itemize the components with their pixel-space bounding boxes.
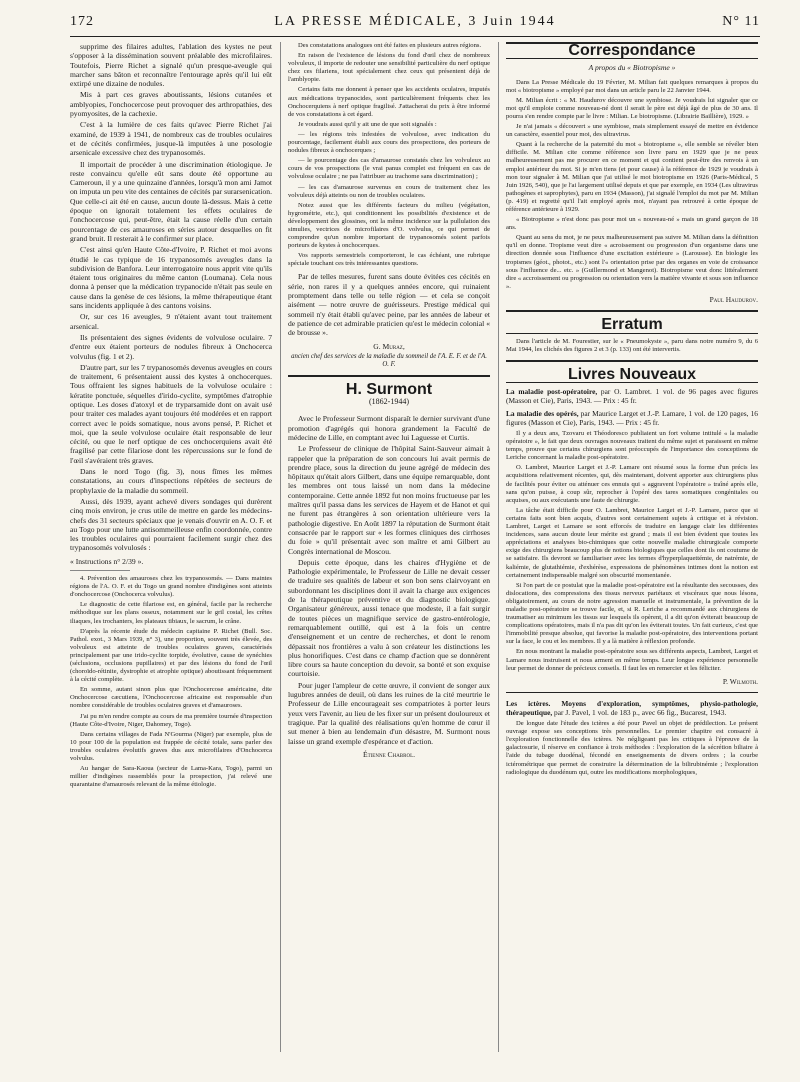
column-divider	[280, 42, 281, 1052]
note-paragraph: Je voudrais aussi qu'il y ait une de que soit signalés :	[298, 120, 437, 128]
section-rule	[288, 375, 490, 377]
paragraph: C'est à la lumière de ces faits qu'avec Pierre Richet j'ai examiné, de 1939 à 1941, de nombreux cas de troubles oculaires et de cécités confirmées, jusque-là imputées à une posologie arsenicale excessive chez des trypanosomés.	[70, 120, 272, 158]
paragraph: Mis à part ces graves aboutissants, lésions cutanées et amblyopies, l'onchocercose peut provoquer des arthropathies, des pyomyosites, de la cachexie.	[70, 90, 272, 119]
page-number: 172	[70, 14, 94, 29]
footnote-paragraph: Au hangar de Sara-Kaoua (secteur de Lama-Kara, Togo), parmi un millier d'indigènes rassemblés pour la prospection, j'ai relevé une quarantaine d'amaurosés relevant de la même étiologie.	[70, 765, 272, 789]
obituary-paragraph: Depuis cette époque, dans les chaires d'Hygiène et de Pathologie expérimentale, le Professeur de Lille ne devait cesser de traduire ses qualités de labeur et son bon sens clairvoyant en subordonnant les disciplines dont il avait la charge aux exigences de la thérapeutique préventive et du diagnostic biologique. Organisateur généreux, aussi tenace que modeste, il a fait surgir de toutes pièces un magnifique service de gastro-entérologie, remarquablement outillé, qui est à la fois un centre d'enseignement et un centre de recherches, et dont le renom dépassait nos frontières a valu à son créateur les distinctions les plus honorifiques. C'est dans ce champ d'action que se donnèrent libre cours sa haute conception du devoir, sa bonté et son exquise courtoisie.	[288, 557, 490, 679]
column-1	[70, 42, 272, 791]
note-paragraph: Certains faits me donnent à penser que les accidents oculaires, imputés aux médications trypanocides, sont particulièrement fréquents chez les Onchocerquiens à nerf optique fragilisé. J'attacherai du prix à être informé de vos constatations à cet égard.	[288, 86, 490, 118]
quote: « Instructions n° 2/39 ».	[70, 556, 144, 566]
note-rule	[70, 570, 130, 571]
paragraph: D'autre part, sur les 7 trypanosomés devenus aveugles en cours de traitement, 6 présentaient aussi des kystes à onchocerques. Tous offraient les signes habituels de la volvulose oculaire : kératite ponctuée, séquelles d'irido-cyclite, symptômes d'atrophie optique. Les doses d'atoxyl et de tryparsamide dont on avait usé pour traiter ces malades ayant toujours été modérées et en rapport correct avec le poids somatique, nous avons pensé, P. Richet et moi, que la seule volvulose oculaire était responsable de leur cécité, ou que le nerf optique de ces onchocerquiens avait été fragilisé par cette filariose dont les répercussions sur le fond de l'œil s'avéraient très graves.	[70, 362, 272, 465]
journal-title: LA PRESSE MÉDICALE, 3 Juin 1944	[274, 14, 556, 29]
correspondence-paragraph: Je n'ai jamais « découvert » une symbiose, mais simplement essayé de mettre en évidence un caractère, essentiel pour moi, des ultravirus.	[506, 123, 758, 139]
correspondence-paragraph: Quant au sens du mot, je ne peux malheureusement pas suivre M. Milian dans la définition qu'il en donne. Tropisme veut dire « acroissement ou progression d'un organisme dans une direction donnée sous l'influence d'une excitation extérieure » (Larousse). En biologie les tropismes (géot., photot., etc.) sont l'« orientation prise par des organes en voie de croissance sous l'influence de... etc. » (Guillermond et Mangenot). Biotropisme veut donc littéralement dire « accroissement ou progression ou orientation vers la matière vivante et sous son influence ».	[506, 234, 758, 290]
issue-number: N° 11	[722, 14, 760, 29]
book-entry: La maladie post-opératoire, par O. Lambret. 1 vol. de 96 pages avec figures (Masson et Cie), Paris, 1943. — Prix : 45 fr.	[506, 387, 758, 406]
paragraph: Aussi, dès 1939, ayant achevé divers sondages qui durèrent cinq mois environ, je crus utile de mettre en garde les médecins-chefs des 31 secteurs spéciaux que je venais d'ouvrir en A. O. F. et au Togo pour une lutte antisommeilleuse enfin coordonnée, contre les troubles oculaires qui pourraient facilement surgir chez des trypanosomés volvulosés :	[70, 496, 272, 553]
note-paragraph: En raison de l'existence de lésions du fond d'œil chez de nombreux volvuleux, il importe de redouter une sensibilité particulière du nerf optique chez ces filariens, tout spécialement chez ceux qui présentent déjà de l'amblyopie.	[288, 52, 490, 84]
paragraph: Par de telles mesures, furent sans doute évitées ces cécités en série, non rares il y a quelques années encore, qui ruinaient promptement dans telle ou telle région — et cela se conçoit aisément — notre œuvre de guérisseurs. Prestige médical qui sommeil n'y était établi qu'avec peine, par les années de labeur et de patience de cet admirable praticien qu'est le médecin colonial « de brousse ».	[288, 272, 490, 338]
signature: G. Muraz,	[373, 341, 405, 351]
note-paragraph: Notez aussi que les différents facteurs du milieu (végétation, hygrométrie, etc.), qui conditionnent les possibilités d'existence et de développement des glossines, ont la même incidence sur la pullulation des simulies, vectrices de microfilaires d'O. volvulus, ce qui permet de comprendre qu'un nombre important de trypanosomés soient parfois porteurs de kystes à onchocerques.	[288, 201, 490, 250]
paragraph: Ils présentaient des signes évidents de volvulose oculaire. 7 d'entre eux étaient porteurs de nodules fibreux à Onchocerca volvulus (fig. 1 et 2).	[70, 332, 272, 361]
note-paragraph: — les cas d'amaurose survenus en cours de traitement chez les volvuleux déjà atteints ou non de troubles oculaires.	[288, 183, 490, 199]
review-paragraph: O. Lambret, Maurice Larget et J.-P. Lamare ont résumé sous la forme d'un précis les acquisitions relativement récentes, qui, dès maintenant, doivent apporter aux chirurgiens plus de facilités pour éviter ou atténuer ces ennuis qui « aggravent l'opératoire » traîné après elle, sans qu'on puisse, à coup sûr, reprocher à l'opéré des tares somatiques congénitales ou acquises, ou aux exécutants une faute de chirurgie.	[506, 464, 758, 504]
note-paragraph: — les régions très infestées de volvulose, avec indication du pourcentage, facilement établi aux cours des prospections, des porteurs de nodules fibreux à onchocerques ;	[288, 130, 490, 155]
review-paragraph: La tâche était difficile pour O. Lambret, Maurice Larget et J.-P. Lamare, parce que si certains faits sont bien acquis, d'autres sont certainement sujets à critique et à révision. Lambret, Larget et Lamare se sont efforcés de traduire en langage clair les différentes incidences, sans aucun doute leur mérite est grand ; mais il est bien évident que toutes les appréciations et analyses bio-chimiques que cette nouvelle maladie chirurgicale comporte exige des chirurgiens beaucoup plus de notions biologiques que celles dont ils ont coutume de se satisfaire. Ils devront se familiariser avec les termes d'hyperplaquettémie, de natrémie, de kaliémie, de glutathiémie, d'exhérèse, expressions de phénomènes intimes dont la notion est certainement indispensable malgré son obscurité momentanée.	[506, 506, 758, 579]
column-3	[506, 42, 758, 779]
paragraph: Il importait de procéder à une discrimination étiologique. Je reste convaincu qu'elle eût sans doute été opportune au Cameroun, il y a une quinzaine d'années, lorsqu'à mon ami Jamot on imputa un peu vite des centaines de cécités par surarsenication. Que celle-ci ait été en cause, aucun doute là-dessus. Mais à cette époque on ignorait totalement les effets oculaires de l'onchocercose qui, peut-être, était la cause réelle d'un certain pourcentage de ces amauroses en séries autour desquelles on fit grand bruit. Il resterait à le confirmer sur place.	[70, 159, 272, 243]
correspondence-paragraph: M. Milian écrit : « M. Haudurov découvre une symbiose. Je voudrais lui signaler que ce mot qu'il emploie comme nouveau-né dont il serait le père est déjà âgé de plus de 30 ans. Il pourra s'en rendre compte par le livre : Milian. Le biotropisme. (Librairie Baillière), 1929. »	[506, 96, 758, 120]
correspondence-title: Correspondance	[568, 42, 696, 59]
correspondence-paragraph: Quant à la recherche de la paternité du mot « biotropisme », elle semble se révéler bien difficile. M. Milian cite comme référence son livre paru en 1929 que je ne peux malheureusement pas me procurer en ce moment et qui contient peut-être des renvois à un emploi antérieur du mot. Si je m'en tiens (et pour cause) à la référence de 1929 je voudrais à mon tour signaler à M. Milian que j'ai utilisé le mot biotropisme en 1926 (Paris-Médical, 5 Juin 1926, 540), que je l'ai largement utilisé depuis et que par exemple, en 1934 (Les ultravirus pathogènes et saprophytes), paru en 1934 (Masson), j'ai signalé l'emploi du mot par M. Milian (p. 419) et regretté qu'il l'ait employé après moi, n'ayant pas retrouvé à cette époque de référence antérieure à 1929.	[506, 141, 758, 213]
section-rule	[506, 310, 758, 312]
review-paragraph: Il y a deux ans, Tzovaru et Théodoresco publiaient un fort volume intitulé « la maladie opératoire », le fait que deux ouvrages nouveaux traitent du même sujet et paraissent en même temps, prouve que certains chirurgiens sont préoccupés de l'importance des conceptions de Leriche concernant la maladie post-opératoire.	[506, 430, 758, 462]
obituary-paragraph: Pour juger l'ampleur de cette œuvre, il convient de songer aux lugubres années de deuil, où dans les ruines de la cité meurtrie le Professeur de Lille encourageait ses compatriotes à porter leurs yeux vers l'avenir, au lieu de les fixer sur un présent douloureux et tragique. Par la qualité des réalisations qu'en homme de cœur il sut mener à bien au lendemain d'un désastre, M. Surmont nous laisse un grand exemple d'espérance et d'action.	[288, 680, 490, 746]
section-rule	[506, 360, 758, 362]
footnote-paragraph: D'après la récente étude du médecin capitaine P. Richet (Bull. Soc. Pathol. exot., 3 Mars 1939, n° 3), une proportion, souvent très élevée, des volvuleux est atteinte de troubles oculaires graves, caractérisés principalement par une irido-cyclite torpide, évolutive, cause de synéchies (séclusions, occlusions pupillaires) et par des lésions du fond de l'œil (choroïdo-rétinite, dystrophie et atrophie optique) aboutissant fréquemment à la cécité complète.	[70, 627, 272, 684]
section-rule	[506, 692, 758, 693]
footnote-paragraph: Dans certains villages de Fada N'Gourma (Niger) par exemple, plus de 10 pour 100 de la population est frappée de cécité totale, sans parler des troubles oculaires évolutifs graves dus aux microfilaires d'Onchocerca volvulus.	[70, 730, 272, 762]
erratum-title: Erratum	[601, 316, 663, 334]
note-paragraph: Vos rapports semestriels comporteront, le cas échéant, une rubrique spéciale touchant ces très intéressantes questions.	[288, 252, 490, 268]
footnote-paragraph: 4. Prévention des amauroses chez les trypanosomés. — Dans maintes régions de l'A. O. F. et du Togo un grand nombre d'indigènes sont atteints d'onchocercose (Onchocerca volvulus).	[70, 575, 272, 599]
paragraph: Or, sur ces 16 aveugles, 9 n'étaient avant tout traitement arsenical.	[70, 312, 272, 331]
obituary-title: H. Surmont	[345, 380, 433, 398]
erratum-text: Dans l'article de M. Fourestier, sur le « Pneumokyste », paru dans notre numéro 9, du 6 Mai 1944, les clichés des figures 2 et 3 (p. 133) ont été intervertis.	[506, 337, 758, 353]
book-entry: La maladie des opérés, par Maurice Larget et J.-P. Lamare, 1 vol. de 120 pages, 16 figures (Masson et Cie), Paris, 1943. — Prix : 45 fr.	[506, 409, 758, 428]
footnote-paragraph: Le diagnostic de cette filariose est, en général, facile par la recherche méthodique sur les plans osseux, notamment sur le gril costal, les crêtes iliaques, les trochanters, les plateaux tibiaux, le sacrum, le crâne.	[70, 601, 272, 625]
book-entry: Les ictères. Moyens d'exploration, symptômes, physio-pathologie, thérapeutique, par J. Pavel, 1 vol. de 183 p., avec 66 fig., Bucarest, 1943.	[506, 699, 758, 718]
obituary-signature: Étienne Chabrol.	[362, 749, 416, 759]
paragraph: supprime des filaires adultes, l'ablation des kystes ne peut s'opposer à la dissémination souvent préalable des microfilaires. Toutefois, Pierre Richet a signalé qu'un presque-aveugle qui marcher sans bâton et reconnaître l'entourage après qu'il lui eût extirpé une dizaine de nodules.	[70, 42, 272, 89]
review-paragraph: En nous montrant la maladie post-opératoire sous ses différents aspects, Lambret, Larget et Lamare nous instruisent et nous arment en même temps. Leur longue expérience personnelle leur permet de donner de précieux conseils. Il faut les en remercier et les féliciter.	[506, 648, 758, 672]
note-paragraph: Des constatations analogues ont été faites en plusieurs autres régions.	[298, 42, 482, 49]
obituary-paragraph: Avec le Professeur Surmont disparaît le dernier survivant d'une promotion d'agrégés qui honora grandement la Faculté de médecine de Lille, en comptant avec lui Laguesse et Curtis.	[288, 414, 490, 442]
books-title: Livres Nouveaux	[567, 365, 697, 383]
review-paragraph: Si l'on part de ce postulat que la maladie post-opératoire est la résultante des secousses, des dislocations, des compressions des tissus nerveux pariétaux et viscéraux que nous lésons, obligatoirement, au cours de notre agression manuelle et instrumentale, la prévention de la maladie post-opératoire se trouve facile, et, si R. Leriche a recommandé aux chirurgiens de traumatiser au minimum les tissus sur lesquels ils opèrent, il a dit qu'on éviterait beaucoup de complications opératoires, mais il n'a pas dit qu'on les éviterait toutes. Un fait curieux, c'est que l'immobilité presque absolue, qui favorise la maladie post-opératoire, des interventions portant sur la face, le cou et les membres. Il y a là matière à réflexion profonde.	[506, 581, 758, 646]
footnote-paragraph: J'ai pu m'en rendre compte au cours de ma première tournée d'inspection (Haute Côte-d'Ivoire, Niger, Dahomey, Togo).	[70, 712, 272, 728]
page-header	[70, 14, 760, 34]
obituary-paragraph: Le Professeur de clinique de l'hôpital Saint-Sauveur aimait à rappeler que la préparation de son concours lui avait permis de prendre place, sous la direction du jeune agrégé de médecin des hôpitaux qu'était alors Gilbert, dans une équipe remarquable, dont les membres ont tous laissé un nom dans la médecine contemporaine. Cette année 1892 fut non moins fructueuse par les maîtres qu'il passa dans les services de Hayem et de Hanot et qui ne furent pas étrangères à son orientation ultérieure vers la pathologie digestive. En Août 1897 la réputation de Surmont était consacrée par le rapport sur « les formes cliniques des cirrhoses du foie » qu'il présentait avec son maître et ami Gilbert au Congrès international de Moscou.	[288, 444, 490, 556]
correspondence-signature: Paul Haudurov.	[709, 294, 758, 304]
note-paragraph: — le pourcentage des cas d'amaurose constatés chez les volvuleux au cours de vos prospections (le vrai panus complet est fréquent en cas de volvulose oculaire ; ne pas l'attribuer au trachome sans discrimination) ;	[288, 157, 490, 181]
column-divider	[498, 42, 499, 1052]
footnote-paragraph: En somme, autant sinon plus que l'Onchocercose américaine, dite Onchocercose cæcutiens, l'Onchocercose africaine est responsable d'un nombre considérable de troubles oculaires graves et d'amauroses.	[70, 686, 272, 710]
obituary-dates: (1862-1944)	[369, 397, 409, 407]
header-rule	[70, 36, 760, 37]
books-signature: P. Wilmoth.	[722, 676, 758, 686]
correspondence-paragraph: « Biotropisme » n'est donc pas pour moi un « nouveau-né » mais un grand garçon de 18 ans.	[506, 216, 758, 232]
correspondence-subtitle: A propos du « Biotropisme »	[588, 63, 676, 73]
correspondence-paragraph: Dans La Presse Médicale du 19 Février, M. Milian fait quelques remarques à propos du mot « biotropisme » employé par moi dans un article paru le 22 Janvier 1944.	[506, 78, 758, 94]
paragraph: Dans le nord Togo (fig. 3), nous fîmes les mêmes constatations, au cours d'inspections répétées de secteurs de prophylaxie de la maladie du sommeil.	[70, 467, 272, 495]
signature-sub: ancien chef des services de la maladie du sommeil de l'A. E. F. et de l'A. O. F.	[291, 352, 487, 368]
review-paragraph: De longue date l'étude des ictères a été pour Pavel un objet de prédilection. Le présent ouvrage expose ses conceptions très personnelles. Le premier chapitre est consacré à l'exploration fonctionnelle des ictères. Ne négligeant pas les critiques à l'épreuve de la galactosurie, il réserve en confiance à trois méthodes : l'exploration de la sécrétion biliaire à l'aide du tubage duodénal, fécondé en enseignements de divers ordres ; la courbe ictérométrique que permet de construire la détermination de la bilirubinémie ; l'exploration radiologique du duodénum qui, outre les modifications morphologiques,	[506, 720, 758, 776]
column-2	[288, 42, 490, 761]
paragraph: C'est ainsi qu'en Haute Côte-d'Ivoire, P. Richet et moi avons étudié le cas typique de 16 trypanosomés aveugles dans la subdivision de Banfora. Leur interrogatoire nous apprit vite qu'ils étaient tous originaires du même canton (Loumana). Cela nous donna à penser que la médication trypanocide n'était pas seule en cause dans la genèse de ces lésions, la même thérapeutique étant sans incidents appliquée à des cantons voisins.	[70, 245, 272, 311]
